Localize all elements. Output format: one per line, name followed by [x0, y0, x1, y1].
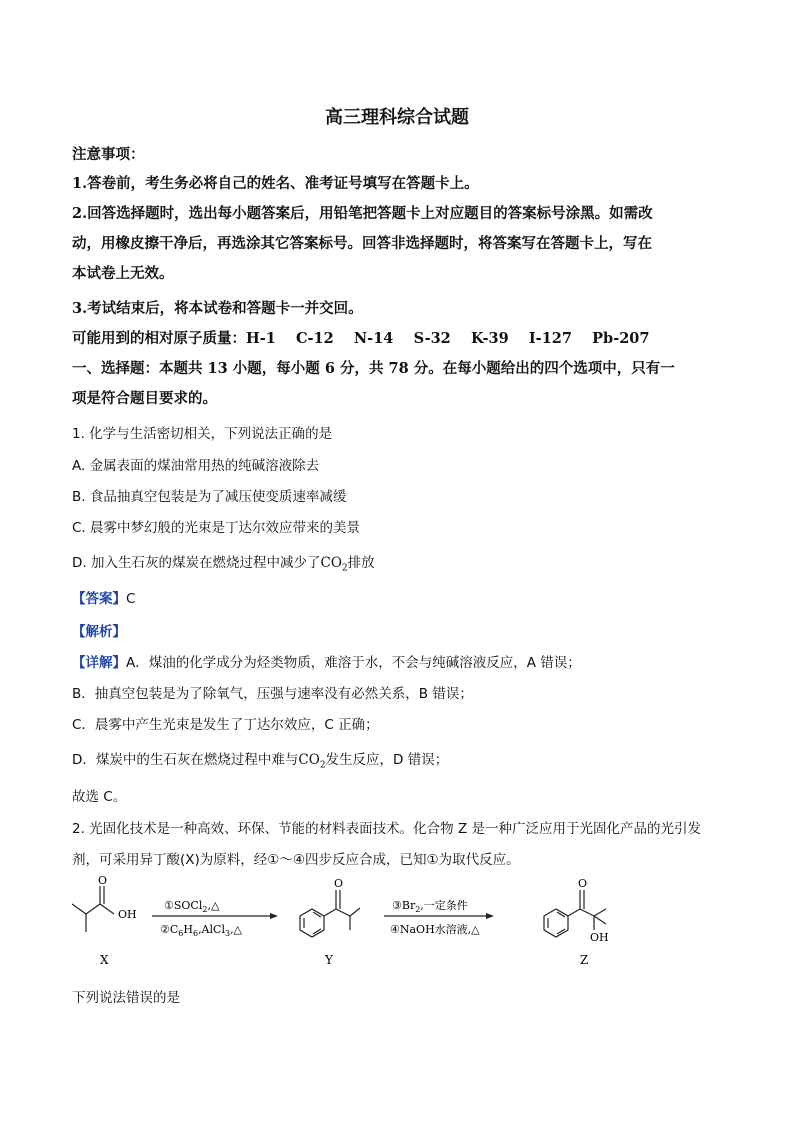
q1-stem: 1. 化学与生活密切相关，下列说法正确的是 [72, 426, 333, 442]
notice-item-2-line-1: 2.回答选择题时，选出每小题答案后，用铅笔把答题卡上对应题目的答案标号涂黑。如需改 [72, 205, 653, 222]
label-z: Z [580, 953, 589, 967]
q1-option-d: D. 加入生石灰的煤炭在燃烧过程中减少了$CO_2$排放 [72, 555, 375, 574]
x-hydroxyl: OH [118, 908, 137, 921]
q1-detail-b: B．抽真空包装是为了除氧气，压强与速率没有必然关系，B 错误； [72, 686, 473, 702]
molecule-y [300, 890, 360, 937]
arrow-head-icon [486, 913, 494, 919]
step-1-label: ①SOCl$_2$,△ [164, 899, 220, 914]
z-hydroxyl: OH [590, 931, 609, 944]
notice-heading: 注意事项： [72, 146, 145, 163]
x-oxygen: O [98, 874, 108, 887]
q1-answer [72, 587, 732, 607]
section-heading-line-2: 项是符合题目要求的。 [72, 390, 217, 407]
q1-analysis-label: 【解析】 [72, 624, 126, 640]
q1-option-c: C. 晨雾中梦幻般的光束是丁达尔效应带来的美景 [72, 520, 361, 536]
q1-option-a: A. 金属表面的煤油常用热的纯碱溶液除去 [72, 458, 320, 474]
section-heading-line-1: 一、选择题：本题共 13 小题，每小题 6 分，共 78 分。在每小题给出的四个选项中，只有一 [72, 360, 675, 377]
q1-detail-a: 【详解】A．煤油的化学成分为烃类物质，难溶于水，不会与纯碱溶液反应，A 错误； [72, 655, 581, 671]
q1-detail-d: D．煤炭中的生石灰在燃烧过程中难与$CO_2$发生反应，D 错误； [72, 752, 449, 771]
notice-item-3: 3.考试结束后，将本试卷和答题卡一并交回。 [72, 300, 363, 317]
atomic-masses: 可能用到的相对原子质量：H-1 C-12 N-14 S-32 K-39 I-127 Pb-207 [72, 330, 650, 347]
q1-conclusion: 故选 C。 [72, 789, 127, 805]
answer-label: 【答案】 [72, 591, 126, 607]
step-4-label: ④NaOH水溶液,△ [390, 923, 480, 936]
answer-value: C [126, 591, 136, 607]
q2-question: 下列说法错误的是 [72, 990, 180, 1006]
molecule-z [544, 890, 606, 937]
molecule-x [72, 886, 114, 932]
co2-formula: $CO_2$ [320, 555, 348, 574]
detail-label: 【详解】 [72, 655, 126, 671]
notice-item-2-line-2: 动，用橡皮擦干净后，再选涂其它答案标号。回答非选择题时，将答案写在答题卡上，写在 [72, 235, 652, 252]
notice-item-2-line-3: 本试卷上无效。 [72, 265, 174, 282]
label-y: Y [325, 953, 333, 967]
step-3-label: $③Br_2$,一定条件 [392, 899, 468, 914]
step-2-label: $②C_6H_6,AlCl_3,\triangle$ [160, 923, 243, 938]
y-oxygen: O [334, 877, 344, 890]
arrow-head-icon [270, 913, 278, 919]
co2-formula: $CO_2$ [298, 752, 326, 771]
q2-stem-line-1: 2. 光固化技术是一种高效、环保、节能的材料表面技术。化合物 Z 是一种广泛应用于光固化产品的光引发 [72, 821, 702, 837]
q2-stem-line-2: 剂，可采用异丁酸(X)为原料，经①～④四步反应合成，已知①为取代反应。 [72, 852, 520, 868]
page-title: 高三理科综合试题 [325, 107, 469, 128]
q1-option-b: B. 食品抽真空包装是为了减压使变质速率减缓 [72, 489, 347, 505]
label-x: X [100, 953, 109, 967]
reaction-scheme [60, 872, 740, 972]
z-oxygen: O [578, 877, 588, 890]
q1-detail-c: C．晨雾中产生光束是发生了丁达尔效应，C 正确； [72, 717, 379, 733]
notice-item-1: 1.答卷前，考生务必将自己的姓名、准考证号填写在答题卡上。 [72, 175, 479, 192]
